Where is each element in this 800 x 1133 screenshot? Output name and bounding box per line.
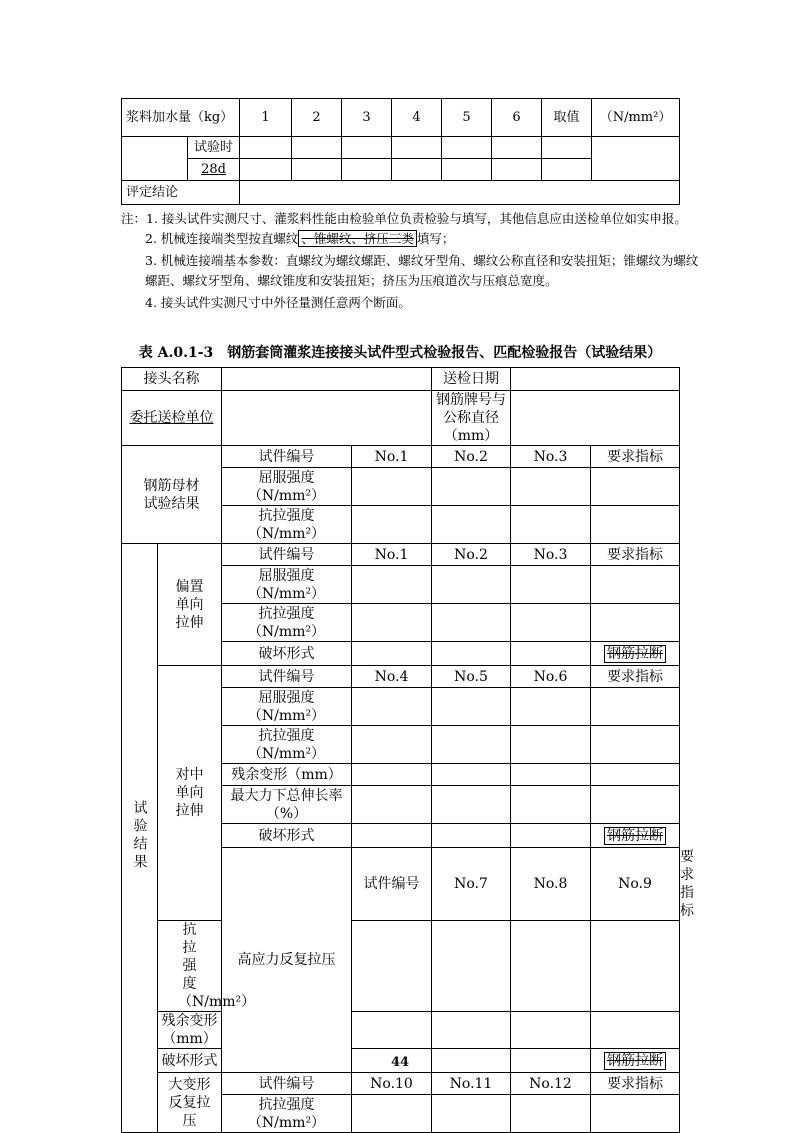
no-label: No.9 xyxy=(591,848,680,921)
empty-cell xyxy=(442,137,492,159)
conclusion-label: 评定结论 xyxy=(122,181,240,205)
empty-cell xyxy=(511,468,591,506)
no-label: No.8 xyxy=(511,848,591,921)
rebar-pull-break: 钢筋拉断 xyxy=(591,824,680,848)
empty-cell xyxy=(352,642,432,666)
empty-cell xyxy=(511,824,591,848)
empty-cell xyxy=(511,391,680,446)
empty-cell xyxy=(292,137,342,159)
no-label: No.1 xyxy=(352,544,432,566)
note-2: 2. 机械连接端类型按直螺纹 、锥螺纹、挤压三类 填写； xyxy=(145,231,455,246)
empty-cell xyxy=(352,921,432,1012)
no-label: No.1 xyxy=(352,446,432,468)
no-label: No.4 xyxy=(352,666,432,688)
empty-cell xyxy=(432,824,511,848)
note-3-cont: 螺距、螺纹牙型角、螺纹锥度和安装扭矩；挤压为压痕道次与压痕总宽度。 xyxy=(145,273,558,288)
specimen-no-label: 试件编号 xyxy=(222,446,352,468)
empty-cell xyxy=(352,506,432,544)
empty-cell xyxy=(591,1095,680,1133)
table-caption: 表 A.0.1-3 钢筋套筒灌浆连接接头试件型式检验报告、匹配检验报告（试验结果） xyxy=(138,345,662,361)
empty-cell xyxy=(240,181,680,205)
col-6: 6 xyxy=(492,99,542,137)
result-table: 接头名称 送检日期 委托送检单位 钢筋牌号与公称直径（mm） 钢筋母材试验结果 试件编号 No.1 No.2 No.3 要求指标 屈服强度（N/mm²） 抗拉强度（N/mm²） 试验结果 偏置单向拉伸 试件编号 No.1 No.2 No.3 要求指标 屈服强度（N/mm²） 抗拉强度（N/mm²） 破坏形式 钢筋拉断 对中单向拉伸 试件编号 No.4 No.5 No.6 要求指标 屈服强度（N/mm²） 抗拉强度（N/mm²） 残余变形（mm） 最大力下总伸长率（%） 破坏形式 钢筋拉断 高应力反复拉压 试件编号 No.7 No.8 No.9 要求指标 抗拉强度（N/mm²） 残余变形（mm） 破坏形式 钢筋拉断 大变形反复拉压 试件编号 No.10 No.11 No.12 要求指标 抗拉强度（N/mm²） xyxy=(121,367,680,1133)
empty-cell xyxy=(432,688,511,726)
empty-cell xyxy=(511,642,591,666)
empty-cell xyxy=(432,764,511,786)
empty-cell xyxy=(591,764,680,786)
empty-cell xyxy=(392,137,442,159)
required-label: 要求指标 xyxy=(591,544,680,566)
unit-label: （N/mm²） xyxy=(592,99,680,137)
blank-cell xyxy=(122,137,188,181)
empty-cell xyxy=(432,506,511,544)
empty-cell xyxy=(432,566,511,604)
max-elongation-label: 最大力下总伸长率（%） xyxy=(222,786,352,824)
specimen-no-label: 试件编号 xyxy=(352,848,432,921)
empty-cell xyxy=(511,688,591,726)
empty-cell xyxy=(591,1012,680,1049)
failure-mode-label: 破坏形式 xyxy=(222,824,352,848)
grout-water-label: 浆料加水量（kg） xyxy=(122,99,240,137)
tensile-label: 抗拉强度（N/mm²） xyxy=(222,726,352,764)
empty-cell xyxy=(591,566,680,604)
specimen-no-label: 试件编号 xyxy=(222,1073,352,1095)
empty-cell xyxy=(432,1095,511,1133)
centered-label: 对中单向拉伸 xyxy=(158,666,222,921)
empty-cell xyxy=(352,764,432,786)
empty-cell xyxy=(352,1012,432,1049)
tensile-label: 抗拉强度（N/mm²） xyxy=(222,506,352,544)
empty-cell xyxy=(352,566,432,604)
eccentric-label: 偏置单向拉伸 xyxy=(158,544,222,666)
28d-label: 28d xyxy=(188,159,240,181)
empty-cell xyxy=(442,159,492,181)
empty-cell xyxy=(222,391,432,446)
no-label: No.10 xyxy=(352,1073,432,1095)
empty-cell xyxy=(432,1012,511,1049)
empty-cell xyxy=(511,921,591,1012)
no-label: No.2 xyxy=(432,446,511,468)
empty-cell xyxy=(432,726,511,764)
empty-cell xyxy=(511,726,591,764)
empty-cell xyxy=(592,137,680,181)
note-1: 注：1. 接头试件实测尺寸、灌浆料性能由检验单位负责检验与填写，其他信息应由送检单位如实申报。 xyxy=(121,211,687,226)
empty-cell xyxy=(511,1095,591,1133)
empty-cell xyxy=(342,137,392,159)
empty-cell xyxy=(591,726,680,764)
empty-cell xyxy=(492,159,542,181)
rebar-grade-label: 钢筋牌号与公称直径（mm） xyxy=(432,391,511,446)
empty-cell xyxy=(511,764,591,786)
col-4: 4 xyxy=(392,99,442,137)
yield-label: 屈服强度（N/mm²） xyxy=(222,468,352,506)
empty-cell xyxy=(591,506,680,544)
test-time-label: 试验时 xyxy=(188,137,240,159)
note-3: 3. 机械连接端基本参数：直螺纹为螺纹螺距、螺纹牙型角、螺纹公称直径和安装扭矩；锥螺纹为螺纹 xyxy=(145,253,699,268)
no-label: No.5 xyxy=(432,666,511,688)
empty-cell xyxy=(511,1012,591,1049)
failure-mode-label: 破坏形式 xyxy=(158,1049,222,1073)
empty-cell xyxy=(511,506,591,544)
empty-cell xyxy=(292,159,342,181)
empty-cell xyxy=(591,604,680,642)
empty-cell xyxy=(342,159,392,181)
empty-cell xyxy=(352,824,432,848)
col-1: 1 xyxy=(240,99,292,137)
tensile-label: 抗拉强度（N/mm²） xyxy=(222,604,352,642)
empty-cell xyxy=(352,786,432,824)
specimen-no-label: 试件编号 xyxy=(222,544,352,566)
no-label: No.12 xyxy=(511,1073,591,1095)
empty-cell xyxy=(352,1095,432,1133)
col-2: 2 xyxy=(292,99,342,137)
required-label: 要求指标 xyxy=(591,446,680,468)
tensile-label: 抗拉强度（N/mm²） xyxy=(158,921,222,1012)
base-material-label: 钢筋母材试验结果 xyxy=(122,446,222,544)
empty-cell xyxy=(511,566,591,604)
yield-label: 屈服强度（N/mm²） xyxy=(222,566,352,604)
empty-cell xyxy=(492,137,542,159)
empty-cell xyxy=(432,642,511,666)
rebar-pull-break: 钢筋拉断 xyxy=(591,642,680,666)
large-deform-label: 大变形反复拉压 xyxy=(158,1073,222,1133)
test-result-label: 试验结果 xyxy=(122,544,158,1133)
note-4: 4. 接头试件实测尺寸中外径量测任意两个断面。 xyxy=(145,295,411,310)
no-label: No.3 xyxy=(511,446,591,468)
client-label: 委托送检单位 xyxy=(122,391,222,446)
empty-cell xyxy=(352,604,432,642)
send-date-label: 送检日期 xyxy=(432,368,511,391)
empty-cell xyxy=(432,604,511,642)
specimen-no-label: 试件编号 xyxy=(222,666,352,688)
no-label: No.3 xyxy=(511,544,591,566)
empty-cell xyxy=(240,137,292,159)
no-label: No.2 xyxy=(432,544,511,566)
col-3: 3 xyxy=(342,99,392,137)
empty-cell xyxy=(511,786,591,824)
take-value-label: 取值 xyxy=(542,99,592,137)
no-label: No.11 xyxy=(432,1073,511,1095)
failure-mode-label: 破坏形式 xyxy=(222,642,352,666)
empty-cell xyxy=(352,726,432,764)
joint-name-label: 接头名称 xyxy=(122,368,222,391)
high-stress-label: 高应力反复拉压 xyxy=(222,848,352,1073)
empty-cell xyxy=(222,368,432,391)
empty-cell xyxy=(591,786,680,824)
empty-cell xyxy=(432,468,511,506)
empty-cell xyxy=(432,786,511,824)
grout-table xyxy=(121,98,680,205)
residual-deform-label: 残余变形（mm） xyxy=(222,764,352,786)
empty-cell xyxy=(542,137,592,159)
rebar-pull-break: 钢筋拉断 xyxy=(591,1049,680,1073)
empty-cell xyxy=(240,159,292,181)
required-label: 要求指标 xyxy=(591,1073,680,1095)
residual-deform-label: 残余变形（mm） xyxy=(158,1012,222,1049)
no-label: No.6 xyxy=(511,666,591,688)
empty-cell xyxy=(392,159,442,181)
col-5: 5 xyxy=(442,99,492,137)
empty-cell xyxy=(591,688,680,726)
empty-cell xyxy=(591,468,680,506)
yield-label: 屈服强度（N/mm²） xyxy=(222,688,352,726)
tensile-label: 抗拉强度（N/mm²） xyxy=(222,1095,352,1133)
empty-cell xyxy=(352,688,432,726)
empty-cell xyxy=(352,468,432,506)
empty-cell xyxy=(542,159,592,181)
page-number: 44 xyxy=(390,1055,410,1070)
empty-cell xyxy=(591,921,680,1012)
empty-cell xyxy=(432,921,511,1012)
no-label: No.7 xyxy=(432,848,511,921)
required-label: 要求指标 xyxy=(591,666,680,688)
empty-cell xyxy=(511,368,680,391)
empty-cell xyxy=(511,604,591,642)
